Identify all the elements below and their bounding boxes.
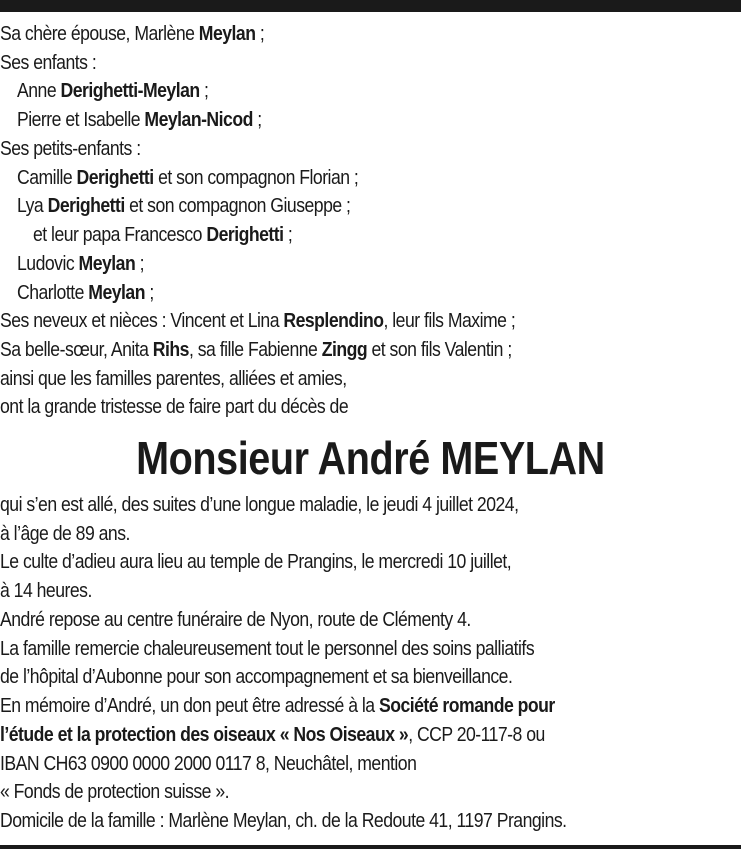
grandchild-surname: Meylan <box>78 252 136 275</box>
address-line: Domicile de la famille : Marlène Meylan, ch. de la Redoute 41, 1197 Prangins. <box>0 809 567 832</box>
child-line <box>17 76 208 105</box>
child-suffix: ; <box>252 108 262 131</box>
announcement-line: ont la grande tristesse de faire part du décès de <box>0 395 349 418</box>
deceased-name-text: Monsieur André MEYLAN <box>136 432 605 484</box>
service-time-line: à 14 heures. <box>0 579 92 602</box>
grandchild-line <box>17 191 350 220</box>
donation-mention-line: « Fonds de protection suisse ». <box>0 780 230 803</box>
father-text: et leur papa Francesco <box>33 223 207 246</box>
grandchild-line <box>17 163 358 192</box>
thanks-line: La famille remercie chaleureusement tout le personnel des soins palliatifs <box>0 637 535 660</box>
grandchild-first-name: Lya <box>17 194 48 217</box>
child-surname: Meylan-Nicod <box>144 108 253 131</box>
father-suffix: ; <box>283 223 293 246</box>
grandchild-surname: Derighetti <box>76 166 154 189</box>
grandchild-suffix: et son compagnon Giuseppe ; <box>124 194 351 217</box>
donation-organization: l’étude et la protection des oiseaux « Nos Oiseaux » <box>0 723 409 746</box>
sister-in-law-surname: Rihs <box>152 338 189 361</box>
child-first-name: Pierre et Isabelle <box>17 108 145 131</box>
grandchild-suffix: ; <box>135 252 144 275</box>
thanks-line: de l’hôpital d’Aubonne pour son accompagnement et sa bienveillance. <box>0 665 513 688</box>
age-line: à l’âge de 89 ans. <box>0 522 130 545</box>
sister-in-law-line <box>0 335 512 364</box>
deceased-name <box>0 430 741 486</box>
sister-in-law-suffix: et son fils Valentin ; <box>367 338 512 361</box>
death-line: qui s’en est allé, des suites d’une longue maladie, le jeudi 4 juillet 2024, <box>0 493 519 516</box>
grandchildren-heading: Ses petits-enfants : <box>0 137 141 160</box>
grandchild-first-name: Charlotte <box>17 281 89 304</box>
sister-in-law-text: Sa belle-sœur, Anita <box>0 338 153 361</box>
spouse-line <box>0 19 264 48</box>
niece-surname: Zingg <box>321 338 368 361</box>
relatives-line: ainsi que les familles parentes, alliées et amies, <box>0 367 347 390</box>
grandchild-surname: Derighetti <box>47 194 125 217</box>
donation-account: , CCP 20-117-8 ou <box>408 723 545 746</box>
donation-line <box>0 720 545 749</box>
grandchild-first-name: Ludovic <box>17 252 79 275</box>
grandchild-line <box>17 249 144 278</box>
nephews-text: Ses neveux et nièces : Vincent et Lina <box>0 309 284 332</box>
child-surname: Derighetti-Meylan <box>60 79 200 102</box>
grandchild-surname: Meylan <box>88 281 145 304</box>
grandchild-suffix: ; <box>144 281 154 304</box>
iban-line: IBAN CH63 0900 0000 2000 0117 8, Neuchâtel, mention <box>0 752 417 775</box>
niece-text: , sa fille Fabienne <box>188 338 322 361</box>
spouse-suffix: ; <box>255 22 265 45</box>
nephews-surname: Resplendino <box>283 309 384 332</box>
grandchild-line <box>17 278 154 307</box>
donation-organization: Société romande pour <box>378 694 555 717</box>
grandchild-father-line <box>33 220 292 249</box>
nephews-suffix: , leur fils Maxime ; <box>383 309 516 332</box>
donation-text: En mémoire d’André, un don peut être adressé à la <box>0 694 379 717</box>
spouse-text: Sa chère épouse, Marlène <box>0 22 199 45</box>
child-first-name: Anne <box>17 79 61 102</box>
children-heading: Ses enfants : <box>0 51 97 74</box>
child-suffix: ; <box>199 79 209 102</box>
donation-line <box>0 691 555 720</box>
nephews-line <box>0 306 515 335</box>
top-rule <box>0 0 741 12</box>
grandchild-suffix: et son compagnon Florian ; <box>153 166 359 189</box>
grandchild-first-name: Camille <box>17 166 77 189</box>
father-surname: Derighetti <box>206 223 284 246</box>
spouse-surname: Meylan <box>198 22 256 45</box>
child-line <box>17 105 262 134</box>
service-line: Le culte d’adieu aura lieu au temple de Prangins, le mercredi 10 juillet, <box>0 550 512 573</box>
bottom-rule <box>0 845 741 849</box>
rest-line: André repose au centre funéraire de Nyon, route de Clémenty 4. <box>0 608 471 631</box>
